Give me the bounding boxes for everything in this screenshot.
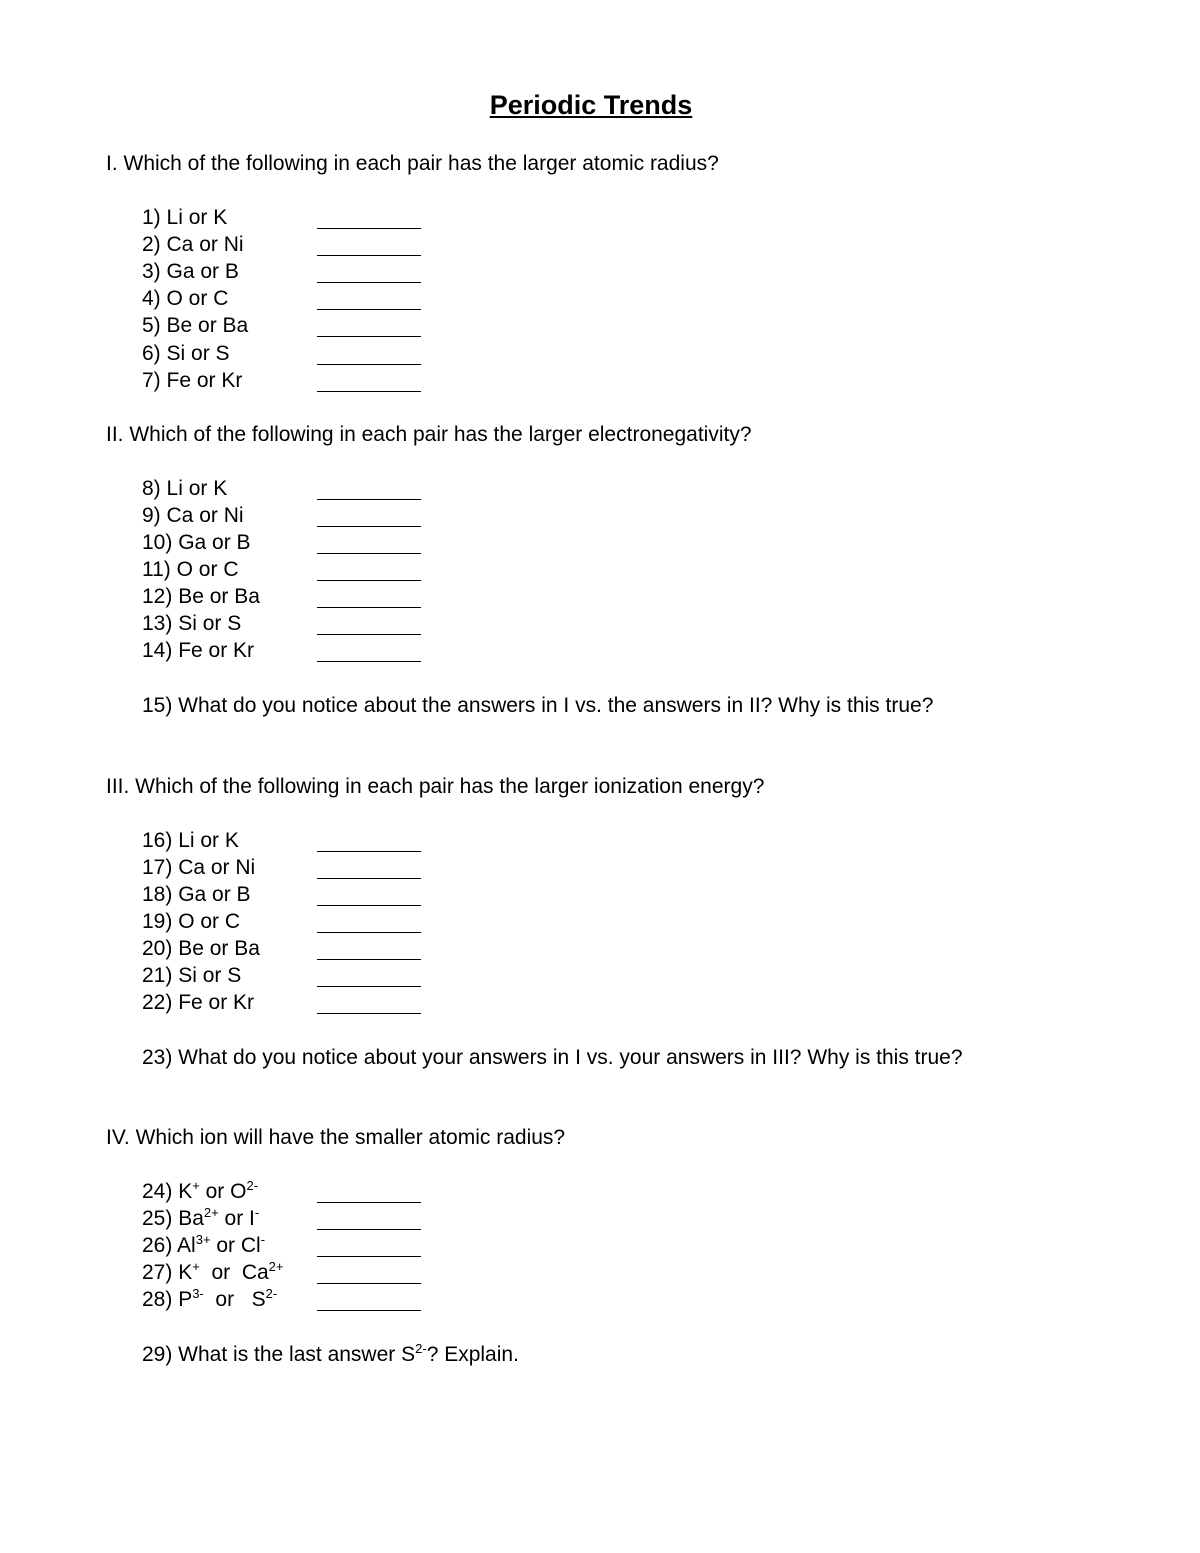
item-number: 28) [142, 1288, 179, 1311]
ion-b-charge: 2- [246, 1178, 259, 1193]
item-pair: O or C [178, 910, 241, 933]
list-item [142, 475, 442, 502]
item-number: 16) [142, 829, 179, 852]
or-text: or [199, 1261, 242, 1284]
section-4-question: IV. Which ion will have the smaller atomic radius? [106, 1126, 566, 1149]
question-text: 29) What is the last answer S [142, 1343, 416, 1366]
answer-blank[interactable] [317, 908, 421, 933]
item-number: 13) [142, 612, 179, 635]
ion-a-charge: + [192, 1178, 200, 1193]
list-item [142, 881, 442, 908]
ion-b: Cl [240, 1234, 261, 1257]
item-number: 12) [142, 585, 179, 608]
list-item [142, 854, 442, 881]
item-number: 19) [142, 910, 179, 933]
item-number: 18) [142, 883, 179, 906]
item-pair: O or C [166, 287, 229, 310]
item-pair: Si or S [178, 612, 242, 635]
item-pair: Ga or B [166, 260, 239, 283]
answer-blank[interactable] [317, 475, 421, 500]
answer-blank[interactable] [317, 881, 421, 906]
list-item [142, 1178, 442, 1205]
item-number: 26) [142, 1234, 178, 1257]
list-item [142, 827, 442, 854]
item-pair: Ca or Ni [178, 856, 256, 879]
list-item [142, 935, 442, 962]
answer-blank[interactable] [317, 502, 421, 527]
answer-blank[interactable] [317, 231, 421, 256]
item-number: 21) [142, 964, 179, 987]
item-number: 25) [142, 1207, 179, 1230]
ion-a: Al [177, 1234, 196, 1257]
ion-a-charge: 3- [192, 1286, 204, 1301]
item-number: 9) [142, 504, 167, 527]
answer-blank[interactable] [317, 989, 421, 1014]
item-pair: Be or Ba [178, 937, 260, 960]
item-number: 5) [142, 314, 167, 337]
list-item [142, 231, 442, 258]
item-pair: Be or Ba [178, 585, 260, 608]
answer-blank[interactable] [317, 1259, 421, 1284]
ion-a: Ba [178, 1207, 204, 1230]
ion-b: Ca [241, 1261, 269, 1284]
ion-a-charge: 2+ [203, 1205, 219, 1220]
answer-blank[interactable] [317, 204, 421, 229]
item-pair: Si or S [166, 342, 230, 365]
item-number: 27) [142, 1261, 179, 1284]
item-pair: Fe or Kr [166, 369, 243, 392]
ion-b-charge: 2+ [268, 1259, 284, 1274]
item-number: 17) [142, 856, 179, 879]
ion-b-charge: - [254, 1205, 260, 1220]
answer-blank[interactable] [317, 1232, 421, 1257]
item-pair: Li or K [166, 206, 228, 229]
list-item [142, 204, 442, 231]
open-question-15: 15) What do you notice about the answers in I vs. the answers in II? Why is this true? [142, 694, 934, 717]
answer-blank[interactable] [317, 1286, 421, 1311]
ion-b: O [230, 1180, 247, 1203]
list-item [142, 1232, 442, 1259]
list-item [142, 583, 442, 610]
item-pair: Fe or Kr [178, 639, 255, 662]
answer-blank[interactable] [317, 1178, 421, 1203]
list-item [142, 258, 442, 285]
item-number: 4) [142, 287, 167, 310]
ion-a: P [178, 1288, 193, 1311]
list-item [142, 1205, 442, 1232]
ion-b-charge: 2- [265, 1286, 278, 1301]
item-pair: Ga or B [178, 531, 251, 554]
list-item [142, 285, 442, 312]
ion-a: K [178, 1180, 193, 1203]
answer-blank[interactable] [317, 312, 421, 337]
answer-blank[interactable] [317, 827, 421, 852]
item-pair: Fe or Kr [178, 991, 255, 1014]
ion-b: I [249, 1207, 255, 1230]
ion-a-charge: 3+ [195, 1232, 211, 1247]
section-3-question: III. Which of the following in each pair has the larger ionization energy? [106, 775, 765, 798]
answer-blank[interactable] [317, 610, 421, 635]
list-item [142, 908, 442, 935]
list-item [142, 637, 442, 664]
ion-a: K [178, 1261, 193, 1284]
item-pair: Ca or Ni [166, 233, 244, 256]
answer-blank[interactable] [317, 529, 421, 554]
ion-charge: 2- [415, 1341, 427, 1356]
answer-blank[interactable] [317, 367, 421, 392]
answer-blank[interactable] [317, 637, 421, 662]
or-text: or [203, 1288, 252, 1311]
list-item [142, 340, 442, 367]
open-question-29 [142, 1341, 519, 1368]
answer-blank[interactable] [317, 854, 421, 879]
item-number: 1) [142, 206, 167, 229]
question-text-end: ? Explain. [426, 1343, 519, 1366]
list-item [142, 502, 442, 529]
item-pair: Li or K [166, 477, 228, 500]
answer-blank[interactable] [317, 340, 421, 365]
answer-blank[interactable] [317, 962, 421, 987]
item-pair: Li or K [178, 829, 239, 852]
section-1-question: I. Which of the following in each pair has the larger atomic radius? [106, 152, 719, 175]
or-text: or [199, 1180, 231, 1203]
or-text: or [210, 1234, 241, 1257]
answer-blank[interactable] [317, 285, 421, 310]
list-item [142, 610, 442, 637]
item-number: 8) [142, 477, 167, 500]
list-item [142, 962, 442, 989]
list-item [142, 556, 442, 583]
answer-blank[interactable] [317, 935, 421, 960]
item-pair: Si or S [178, 964, 242, 987]
ion-b-charge: - [260, 1232, 266, 1247]
page-title: Periodic Trends [489, 90, 693, 120]
item-pair: Ga or B [178, 883, 251, 906]
item-number: 10) [142, 531, 179, 554]
item-number: 11) [142, 558, 177, 581]
item-pair: O or C [176, 558, 239, 581]
list-item [142, 1286, 442, 1313]
list-item [142, 529, 442, 556]
item-number: 7) [142, 369, 167, 392]
item-number: 22) [142, 991, 179, 1014]
answer-blank[interactable] [317, 1205, 421, 1230]
list-item [142, 312, 442, 339]
item-number: 6) [142, 342, 167, 365]
item-pair: Ca or Ni [166, 504, 244, 527]
list-item [142, 989, 442, 1016]
section-2-question: II. Which of the following in each pair has the larger electronegativity? [106, 423, 752, 446]
item-number: 14) [142, 639, 179, 662]
item-number: 2) [142, 233, 167, 256]
open-question-23: 23) What do you notice about your answers in I vs. your answers in III? Why is this true? [142, 1046, 963, 1069]
answer-blank[interactable] [317, 258, 421, 283]
list-item [142, 1259, 442, 1286]
item-number: 24) [142, 1180, 179, 1203]
ion-a-charge: + [192, 1259, 200, 1274]
item-number: 20) [142, 937, 179, 960]
item-pair: Be or Ba [166, 314, 249, 337]
or-text: or [218, 1207, 250, 1230]
answer-blank[interactable] [317, 556, 421, 581]
list-item [142, 367, 442, 394]
item-number: 3) [142, 260, 167, 283]
ion-b: S [251, 1288, 266, 1311]
answer-blank[interactable] [317, 583, 421, 608]
